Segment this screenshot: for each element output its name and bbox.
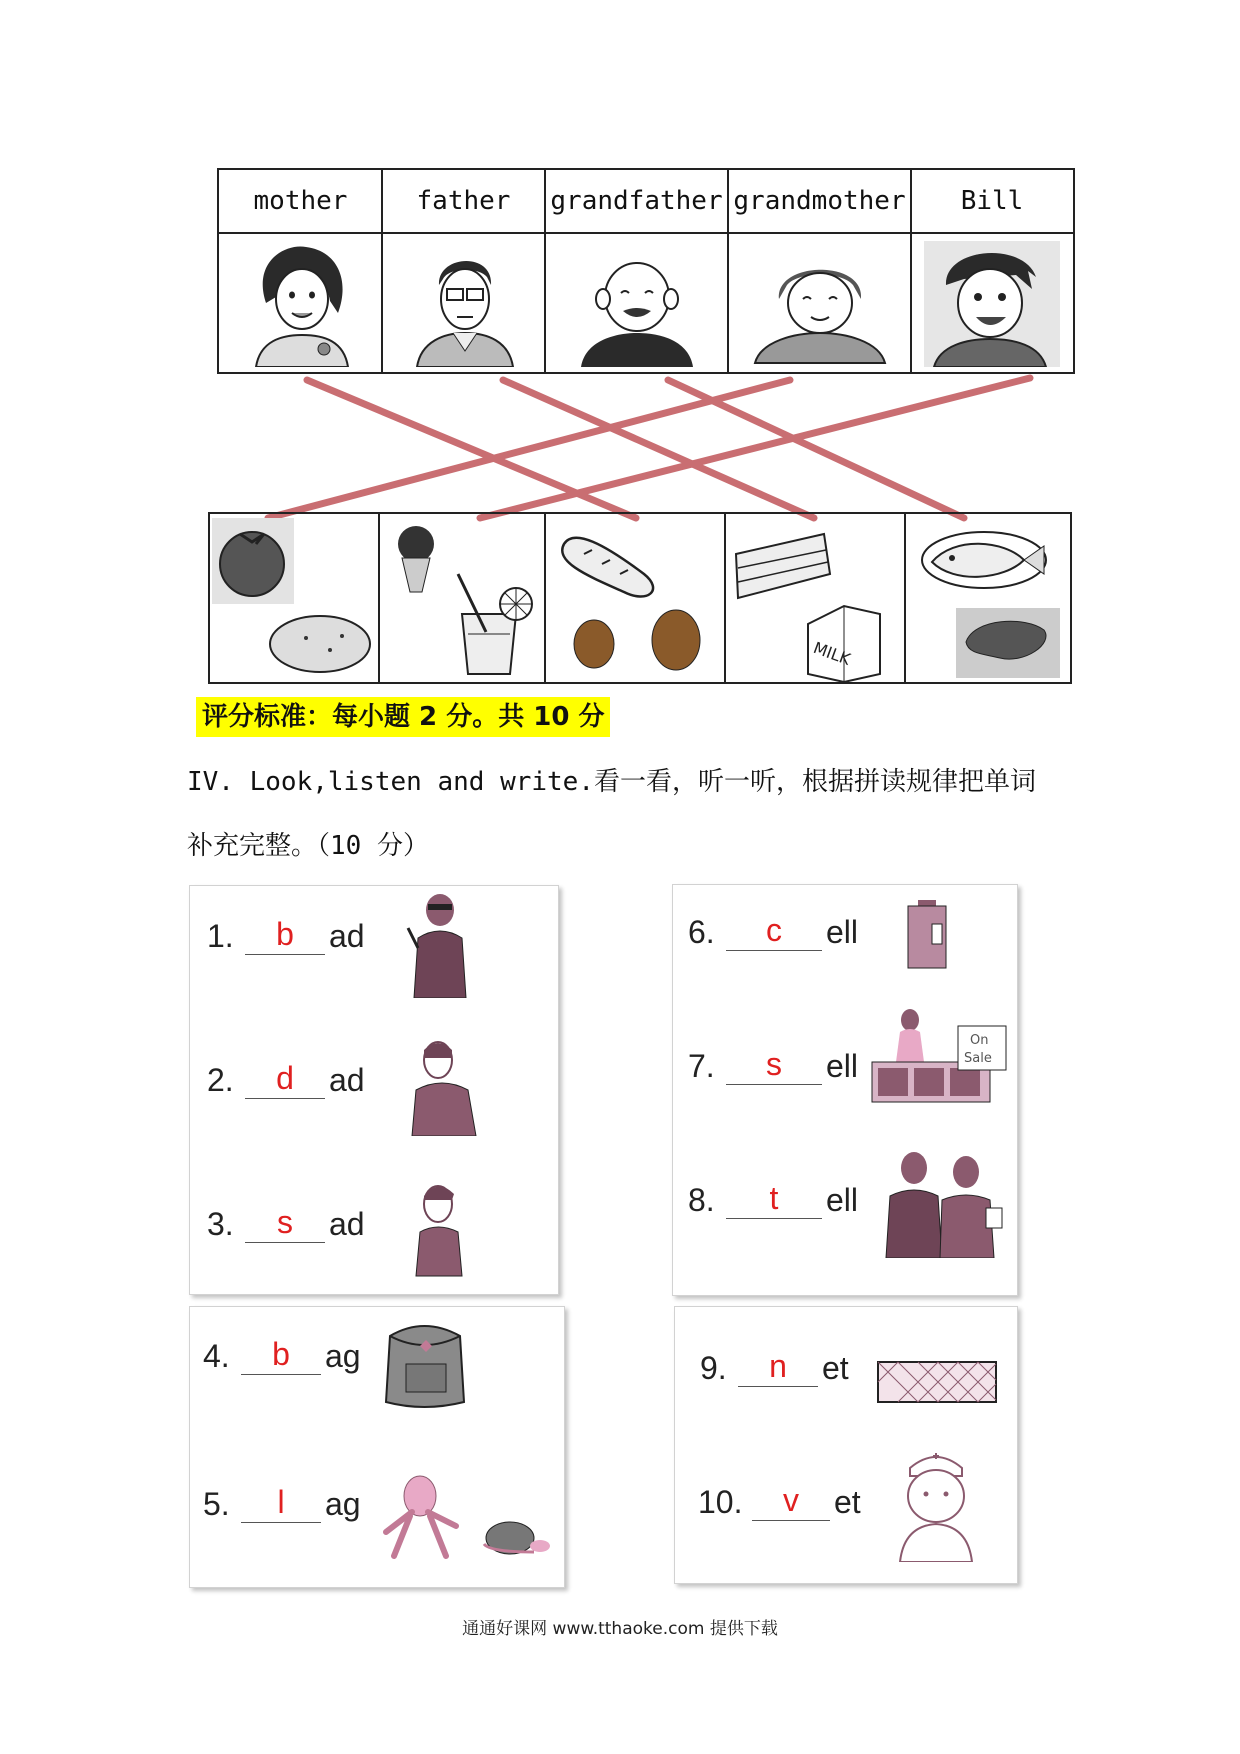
match-line-grandmother <box>268 380 790 518</box>
mother-portrait <box>219 234 382 374</box>
sad-boy-picture <box>404 1180 474 1280</box>
vet-picture <box>886 1446 986 1562</box>
name-mother: mother <box>219 170 382 234</box>
item-7: 7. s ell <box>688 1046 859 1084</box>
name-grandmother: grandmother <box>728 170 911 234</box>
food-cell-cake-milk <box>724 514 904 682</box>
food-cell-bread-eggs <box>544 514 724 682</box>
grandfather-portrait <box>545 234 728 374</box>
cell-battery-picture <box>904 900 950 970</box>
item-8: 8. t ell <box>688 1180 859 1218</box>
leg-animals-picture <box>380 1456 560 1566</box>
answer-blank[interactable]: n <box>738 1350 818 1387</box>
food-cell-fish-meat <box>904 514 1070 682</box>
item-4: 4. b ag <box>203 1336 361 1374</box>
sign-sale: Sale <box>964 1051 992 1066</box>
family-table <box>217 168 1075 374</box>
bag-picture <box>380 1316 470 1410</box>
grandmother-portrait <box>728 234 911 374</box>
match-line-grandfather <box>668 380 964 518</box>
food-cell-icecream-juice <box>378 514 544 682</box>
food-cell-tomato-potato <box>210 514 378 682</box>
answer-blank[interactable]: s <box>726 1048 822 1085</box>
answer-blank[interactable]: d <box>245 1062 325 1099</box>
item-3: 3. s ad <box>207 1204 365 1242</box>
item-1: 1. b ad <box>207 916 365 954</box>
name-father: father <box>382 170 545 234</box>
sign-on: On <box>970 1033 989 1048</box>
answer-blank[interactable]: s <box>245 1206 325 1243</box>
scoring-criteria: 评分标准：每小题 2 分。共 10 分 <box>196 697 610 737</box>
answer-blank[interactable]: b <box>245 918 325 955</box>
dad-picture <box>402 1036 482 1136</box>
name-grandfather: grandfather <box>545 170 728 234</box>
answer-blank[interactable]: v <box>752 1484 830 1521</box>
footer-credit: 通通好课网 www.tthaoke.com 提供下载 <box>462 1619 778 1639</box>
match-line-bill <box>480 378 1030 518</box>
net-picture <box>876 1360 1000 1404</box>
answer-blank[interactable]: b <box>241 1338 321 1375</box>
item-9: 9. n et <box>700 1348 849 1386</box>
milk-label: MILK <box>810 638 853 669</box>
answer-blank[interactable]: t <box>726 1182 822 1219</box>
bill-portrait <box>911 234 1073 374</box>
section-title: IV. Look,listen and write.看一看，听一听，根据拼读规律把单词 <box>187 767 1036 797</box>
answer-blank[interactable]: c <box>726 914 822 951</box>
bad-man-picture <box>400 888 480 998</box>
match-line-father <box>503 380 814 518</box>
item-5: 5. l ag <box>203 1484 361 1522</box>
match-line-mother <box>307 380 636 518</box>
section-title-continued: 补充完整。（10 分） <box>187 831 429 861</box>
food-table <box>208 512 1072 684</box>
item-6: 6. c ell <box>688 912 859 950</box>
name-bill: Bill <box>911 170 1073 234</box>
tell-people-picture <box>878 1150 1004 1258</box>
father-portrait <box>382 234 545 374</box>
shop-picture <box>866 1006 1016 1118</box>
item-10: 10. v et <box>698 1482 861 1520</box>
item-2: 2. d ad <box>207 1060 365 1098</box>
answer-blank[interactable]: l <box>241 1486 321 1523</box>
